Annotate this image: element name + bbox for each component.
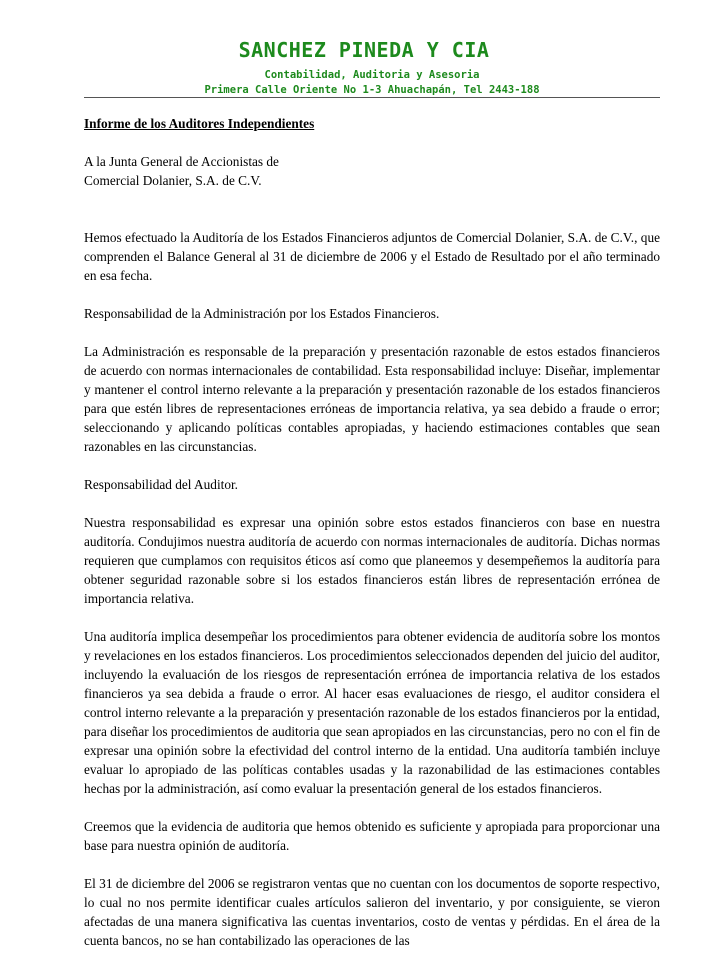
section-heading-auditor: Responsabilidad del Auditor. <box>84 477 239 492</box>
section-heading-management: Responsabilidad de la Administración por los Estados Financieros. <box>84 306 440 321</box>
report-title: Informe de los Auditores Independientes <box>84 116 315 131</box>
paragraph-findings: El 31 de diciembre del 2006 se registraron ventas que no cuentan con los documentos de soporte respectivo, lo cual no nos permite identificar cuales artículos salieron del inventario, y por consiguiente, se vieron afectadas de una manera significativa las cuentas inventarios, costo de ventas y pérdidas. En el área de la cuenta bancos, no se han contabilizado las operaciones de las <box>84 876 660 948</box>
paragraph-audit-procedures: Una auditoría implica desempeñar los procedimientos para obtener evidencia de auditoría sobre los montos y revelaciones en los estados financieros. Los procedimientos seleccionados dependen del juicio del auditor, incluyendo la evaluación de los riesgos de representación errónea de importancia relativa de los estados financieros ya sea debida a fraude o error. Al hacer esas evaluaciones de riesgo, el auditor considera el control interno relevante a la preparación y presentación razonable de los estados financieros por la entidad, para diseñar los procedimientos de auditoria que sean apropiados en las circunstancias, pero no con el fin de expresar una opinión sobre la efectividad del control interno de la entidad. Una auditoría también incluye evaluar lo apropiado de las políticas contables usadas y la razonabilidad de las estimaciones contables hechas por la administración, así como evaluar la presentación general de los estados financieros. <box>84 629 660 796</box>
firm-name: SANCHEZ PINEDA Y CIA <box>238 38 490 62</box>
paragraph-intro: Hemos efectuado la Auditoría de los Estados Financieros adjuntos de Comercial Dolanier, S.A. de C.V., que comprenden el Balance General al 31 de diciembre de 2006 y el Estado de Resultado por el año terminado en esa fecha. <box>84 230 660 283</box>
paragraph-evidence: Creemos que la evidencia de auditoria que hemos obtenido es suficiente y apropiada para proporcionar una base para nuestra opinión de auditoría. <box>84 819 660 853</box>
firm-services: Contabilidad, Auditoria y Asesoria <box>264 69 480 81</box>
firm-address: Primera Calle Oriente No 1-3 Ahuachapán, Tel 2443-188 <box>204 84 540 96</box>
addressee-line-1: A la Junta General de Accionistas de <box>84 154 279 169</box>
paragraph-auditor-responsibility: Nuestra responsabilidad es expresar una opinión sobre estos estados financieros con base en nuestra auditoría. Condujimos nuestra auditoría de acuerdo con normas internacionales de auditoría. Dichas normas requieren que cumplamos con requisitos éticos así como que planeemos y desempeñemos la auditoría para obtener seguridad razonable sobre si los estados financieros están libres de representación errónea de importancia relativa. <box>84 515 660 606</box>
report-body <box>84 114 660 969</box>
header-divider <box>84 97 660 98</box>
addressee <box>84 152 660 190</box>
addressee-line-2: Comercial Dolanier, S.A. de C.V. <box>84 173 262 188</box>
paragraph-management-responsibility: La Administración es responsable de la preparación y presentación razonable de estos estados financieros de acuerdo con normas internacionales de contabilidad. Esta responsabilidad incluye: Diseñar, implementar y mantener el control interno relevante a la preparación y presentación razonable de los estados financieros para que estén libres de representaciones erróneas de importancia relativa, ya sea debido a fraude o error; seleccionando y aplicando políticas contables apropiadas, y haciendo estimaciones contables que sean razonables en las circunstancias. <box>84 344 660 454</box>
